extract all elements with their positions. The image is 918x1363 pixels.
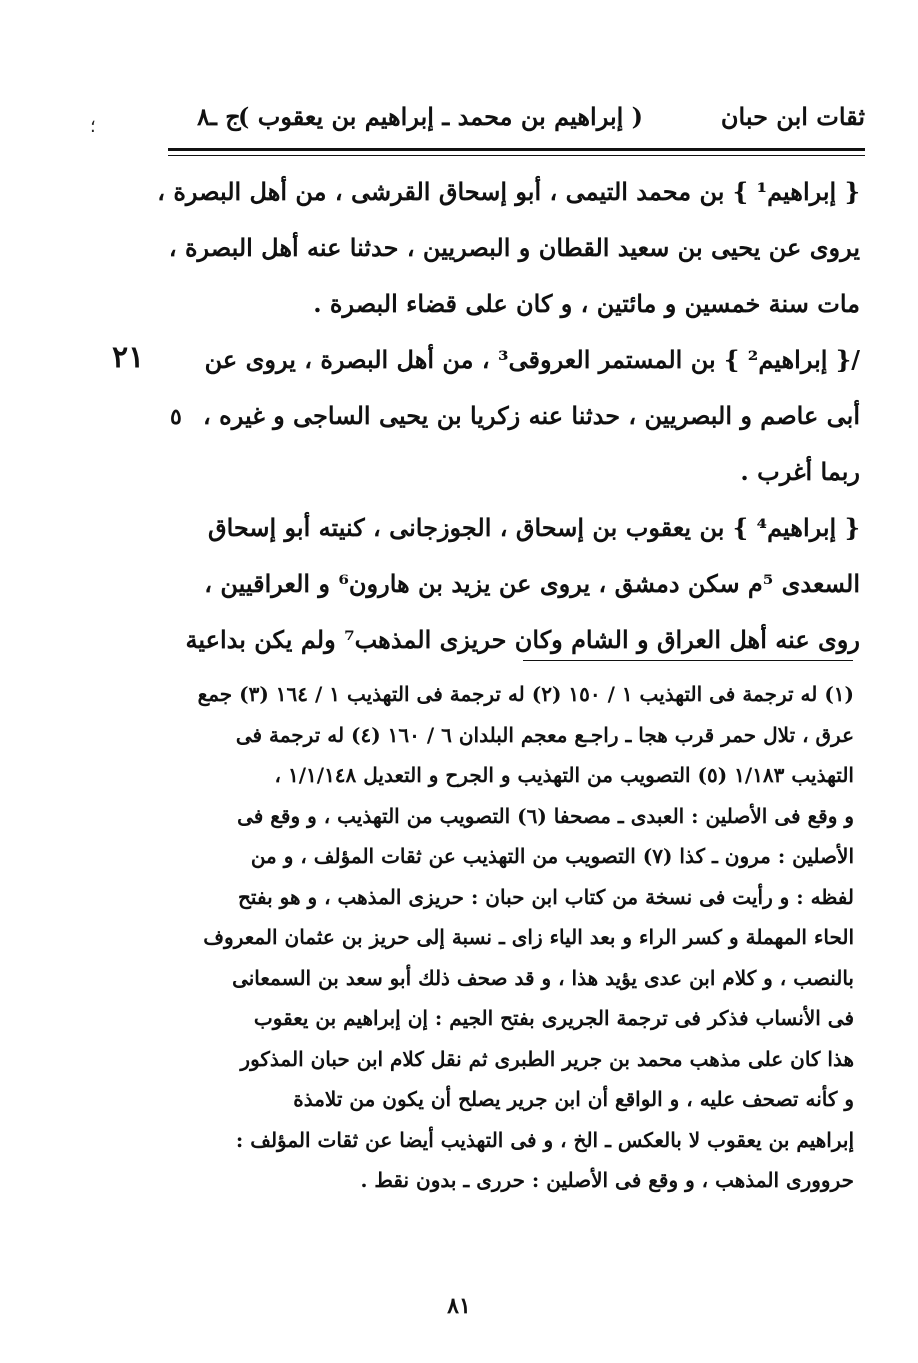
- footnote-line: و كأنه تصحف عليه ، و الواقع أن ابن جرير يصلح أن يكون من تلامذة: [293, 1087, 854, 1111]
- header-rule-thin: [168, 155, 865, 156]
- footnote-line: التهذيب ١/١٨٣ (٥) التصويب من التهذيب و الجرح و التعديل ١/١/١٤٨ ،: [274, 763, 854, 787]
- margin-mark: ؛: [90, 116, 96, 137]
- running-header: [175, 96, 865, 142]
- footnote-line: و وقع فى الأصلين : العبدى ـ مصحفا (٦) التصويب من التهذيب ، و وقع فى: [237, 803, 854, 828]
- footnote-line: عرق ، تلال حمر قرب هجا ـ راجـع معجم البلدان ٦ / ١٦٠ (٤) له ترجمة فى: [235, 722, 854, 747]
- footnote-line: فى الأنساب فذكر فى ترجمة الجريرى بفتح الجيم : إن إبراهيم بن يعقوب: [253, 1006, 854, 1030]
- footnote-separator: [523, 660, 853, 661]
- footnote-line: الحاء المهملة و كسر الراء و بعد الياء زاى ـ نسبة إلى حريز بن عثمان المعروف: [203, 925, 854, 949]
- footnote-line: إبراهيم بن يعقوب لا بالعكس ـ الخ ، و فى التهذيب أيضا عن ثقات المؤلف :: [235, 1127, 854, 1152]
- text-line: السعدى ⁵م سكن دمشق ، يروى عن يزيد بن هارون⁶ و العراقيين ،: [204, 569, 860, 598]
- footnotes: [178, 674, 854, 1201]
- text-line: مات سنة خمسين و مائتين ، و كان على قضاء البصرة .: [313, 289, 860, 318]
- margin-page-reference: ٢١: [112, 340, 145, 375]
- footnote-line: هذا كان على مذهب محمد بن جرير الطبرى ثم نقل كلام ابن حبان المذكور: [240, 1046, 854, 1071]
- volume-number: ج ـ٨: [197, 102, 241, 131]
- footnote-line: بالنصب ، و كلام ابن عدى يؤيد هذا ، و قد صحف ذلك أبو سعد بن السمعانى: [232, 965, 854, 990]
- line-number-marker: ٥: [170, 404, 182, 430]
- entry-paragraph: [157, 164, 860, 332]
- text-line: يروى عن يحيى بن سعيد القطان و البصريين ، حدثنا عنه أهل البصرة ،: [168, 233, 860, 262]
- header-rule-thick: [168, 148, 865, 151]
- text-line: { إبراهيم⁴ } بن يعقوب بن إسحاق ، الجوزجانى ، كنيته أبو إسحاق: [207, 513, 860, 542]
- page-subject: ( إبراهيم بن محمد ـ إبراهيم بن يعقوب ): [238, 102, 643, 131]
- text-line: أبى عاصم و البصريين ، حدثنا عنه زكريا بن يحيى الساجى و غيره ،: [203, 401, 860, 430]
- entry-paragraph: [170, 500, 860, 668]
- footnote-line: لفظه : و رأيت فى نسخة من كتاب ابن حبان : حريزى المذهب ، و هو بفتح: [238, 884, 854, 909]
- main-text: [157, 164, 860, 668]
- text-line: روى عنه أهل العراق و الشام وكان حريزى المذهب⁷ ولم يكن بداعية: [185, 625, 860, 654]
- entry-paragraph: [170, 332, 860, 500]
- book-title: ثقات ابن حبان: [720, 102, 865, 131]
- footnote-line: الأصلين : مرون ـ كذا (٧) التصويب من التهذيب عن ثقات المؤلف ، و من: [250, 844, 854, 868]
- footnote-line: (١) له ترجمة فى التهذيب ١ / ١٥٠ (٢) له ترجمة فى التهذيب ١ / ١٦٤ (٣) جمع: [197, 682, 854, 706]
- text-line: { إبراهيم¹ } بن محمد التيمى ، أبو إسحاق القرشى ، من أهل البصرة ،: [157, 177, 860, 206]
- text-line: /{ إبراهيم² } بن المستمر العروقى³ ، من أهل البصرة ، يروى عن: [204, 345, 860, 374]
- footnote-line: حروورى المذهب ، و وقع فى الأصلين : حررى ـ بدون نقط .: [360, 1168, 854, 1192]
- text-line: ربما أغرب .: [740, 457, 860, 486]
- page-number: ٨١: [447, 1293, 471, 1319]
